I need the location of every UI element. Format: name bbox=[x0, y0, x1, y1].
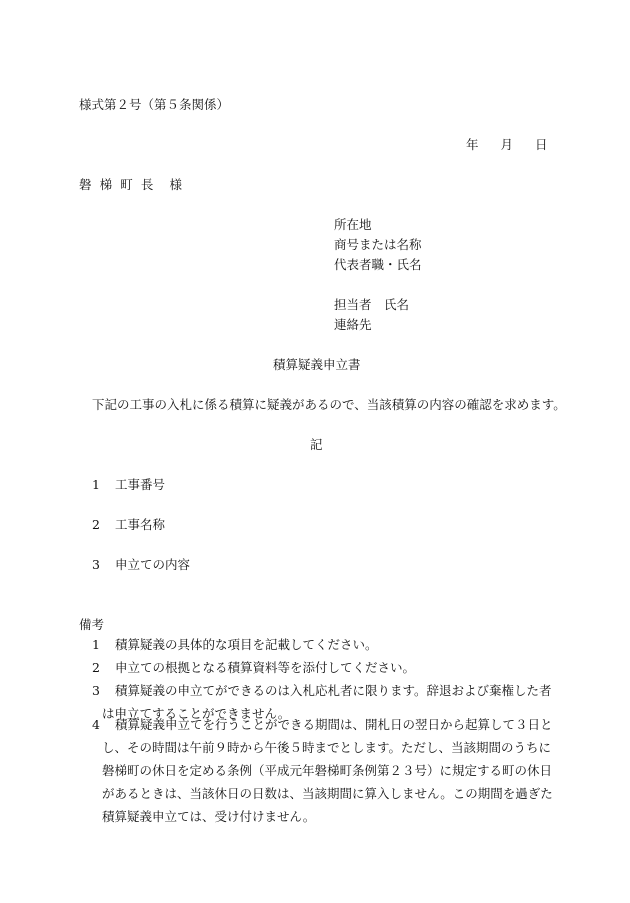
date-day: 日 bbox=[535, 137, 548, 152]
date-year: 年 bbox=[466, 137, 479, 152]
applicant-company-label: 商号または名称 bbox=[334, 237, 422, 252]
item-construction-name bbox=[92, 517, 165, 532]
item-number: 3 bbox=[92, 557, 100, 572]
applicant-address-label: 所在地 bbox=[334, 217, 372, 232]
note-number: 2 bbox=[92, 660, 100, 675]
contact-label: 連絡先 bbox=[334, 317, 372, 332]
item-label: 工事名称 bbox=[115, 517, 166, 532]
addressee-name: 磐梯町長 bbox=[79, 177, 162, 192]
form-number: 様式第２号（第５条関係） bbox=[79, 97, 230, 112]
ki-heading: 記 bbox=[310, 437, 323, 452]
note-text: 積算疑義の具体的な項目を記載してください。 bbox=[115, 637, 378, 652]
addressee-honorific: 様 bbox=[169, 177, 183, 192]
note-text: 積算疑義の申立てができるのは入札応札者に限ります。辞退および棄権した者は申立てすることができません。 bbox=[102, 683, 552, 721]
item-claim-content bbox=[92, 557, 190, 572]
date-line bbox=[466, 137, 548, 152]
notes-heading: 備考 bbox=[79, 617, 105, 632]
item-construction-number bbox=[92, 477, 165, 492]
item-label: 申立ての内容 bbox=[115, 557, 191, 572]
item-label: 工事番号 bbox=[115, 477, 166, 492]
note-number: 1 bbox=[92, 637, 100, 652]
note-number: 4 bbox=[92, 717, 100, 732]
item-number: 2 bbox=[92, 517, 100, 532]
note-item bbox=[92, 633, 562, 656]
addressee bbox=[79, 177, 182, 192]
item-number: 1 bbox=[92, 477, 100, 492]
note-item bbox=[92, 656, 562, 679]
applicant-representative-label: 代表者職・氏名 bbox=[334, 257, 422, 272]
document-title: 積算疑義申立書 bbox=[273, 357, 361, 372]
contact-person-label: 担当者 氏名 bbox=[334, 297, 410, 312]
date-month: 月 bbox=[500, 137, 514, 152]
intro-text: 下記の工事の入札に係る積算に疑義があるので、当該積算の内容の確認を求めます。 bbox=[92, 397, 566, 412]
note-item bbox=[92, 713, 562, 828]
note-text: 申立ての根拠となる積算資料等を添付してください。 bbox=[115, 660, 416, 675]
note-number: 3 bbox=[92, 683, 100, 698]
note-text: 積算疑義申立てを行うことができる期間は、開札日の翌日から起算して３日とし、その時間は午前９時から午後５時までとします。ただし、当該期間のうちに磐梯町の休日を定める条例（平成元年磐梯町条例第２３号）に規定する町の休日があるときは、当該休日の日数は、当該期間に算入しません。この期間を過ぎた積算疑義申立ては、受け付けません。 bbox=[102, 717, 553, 824]
